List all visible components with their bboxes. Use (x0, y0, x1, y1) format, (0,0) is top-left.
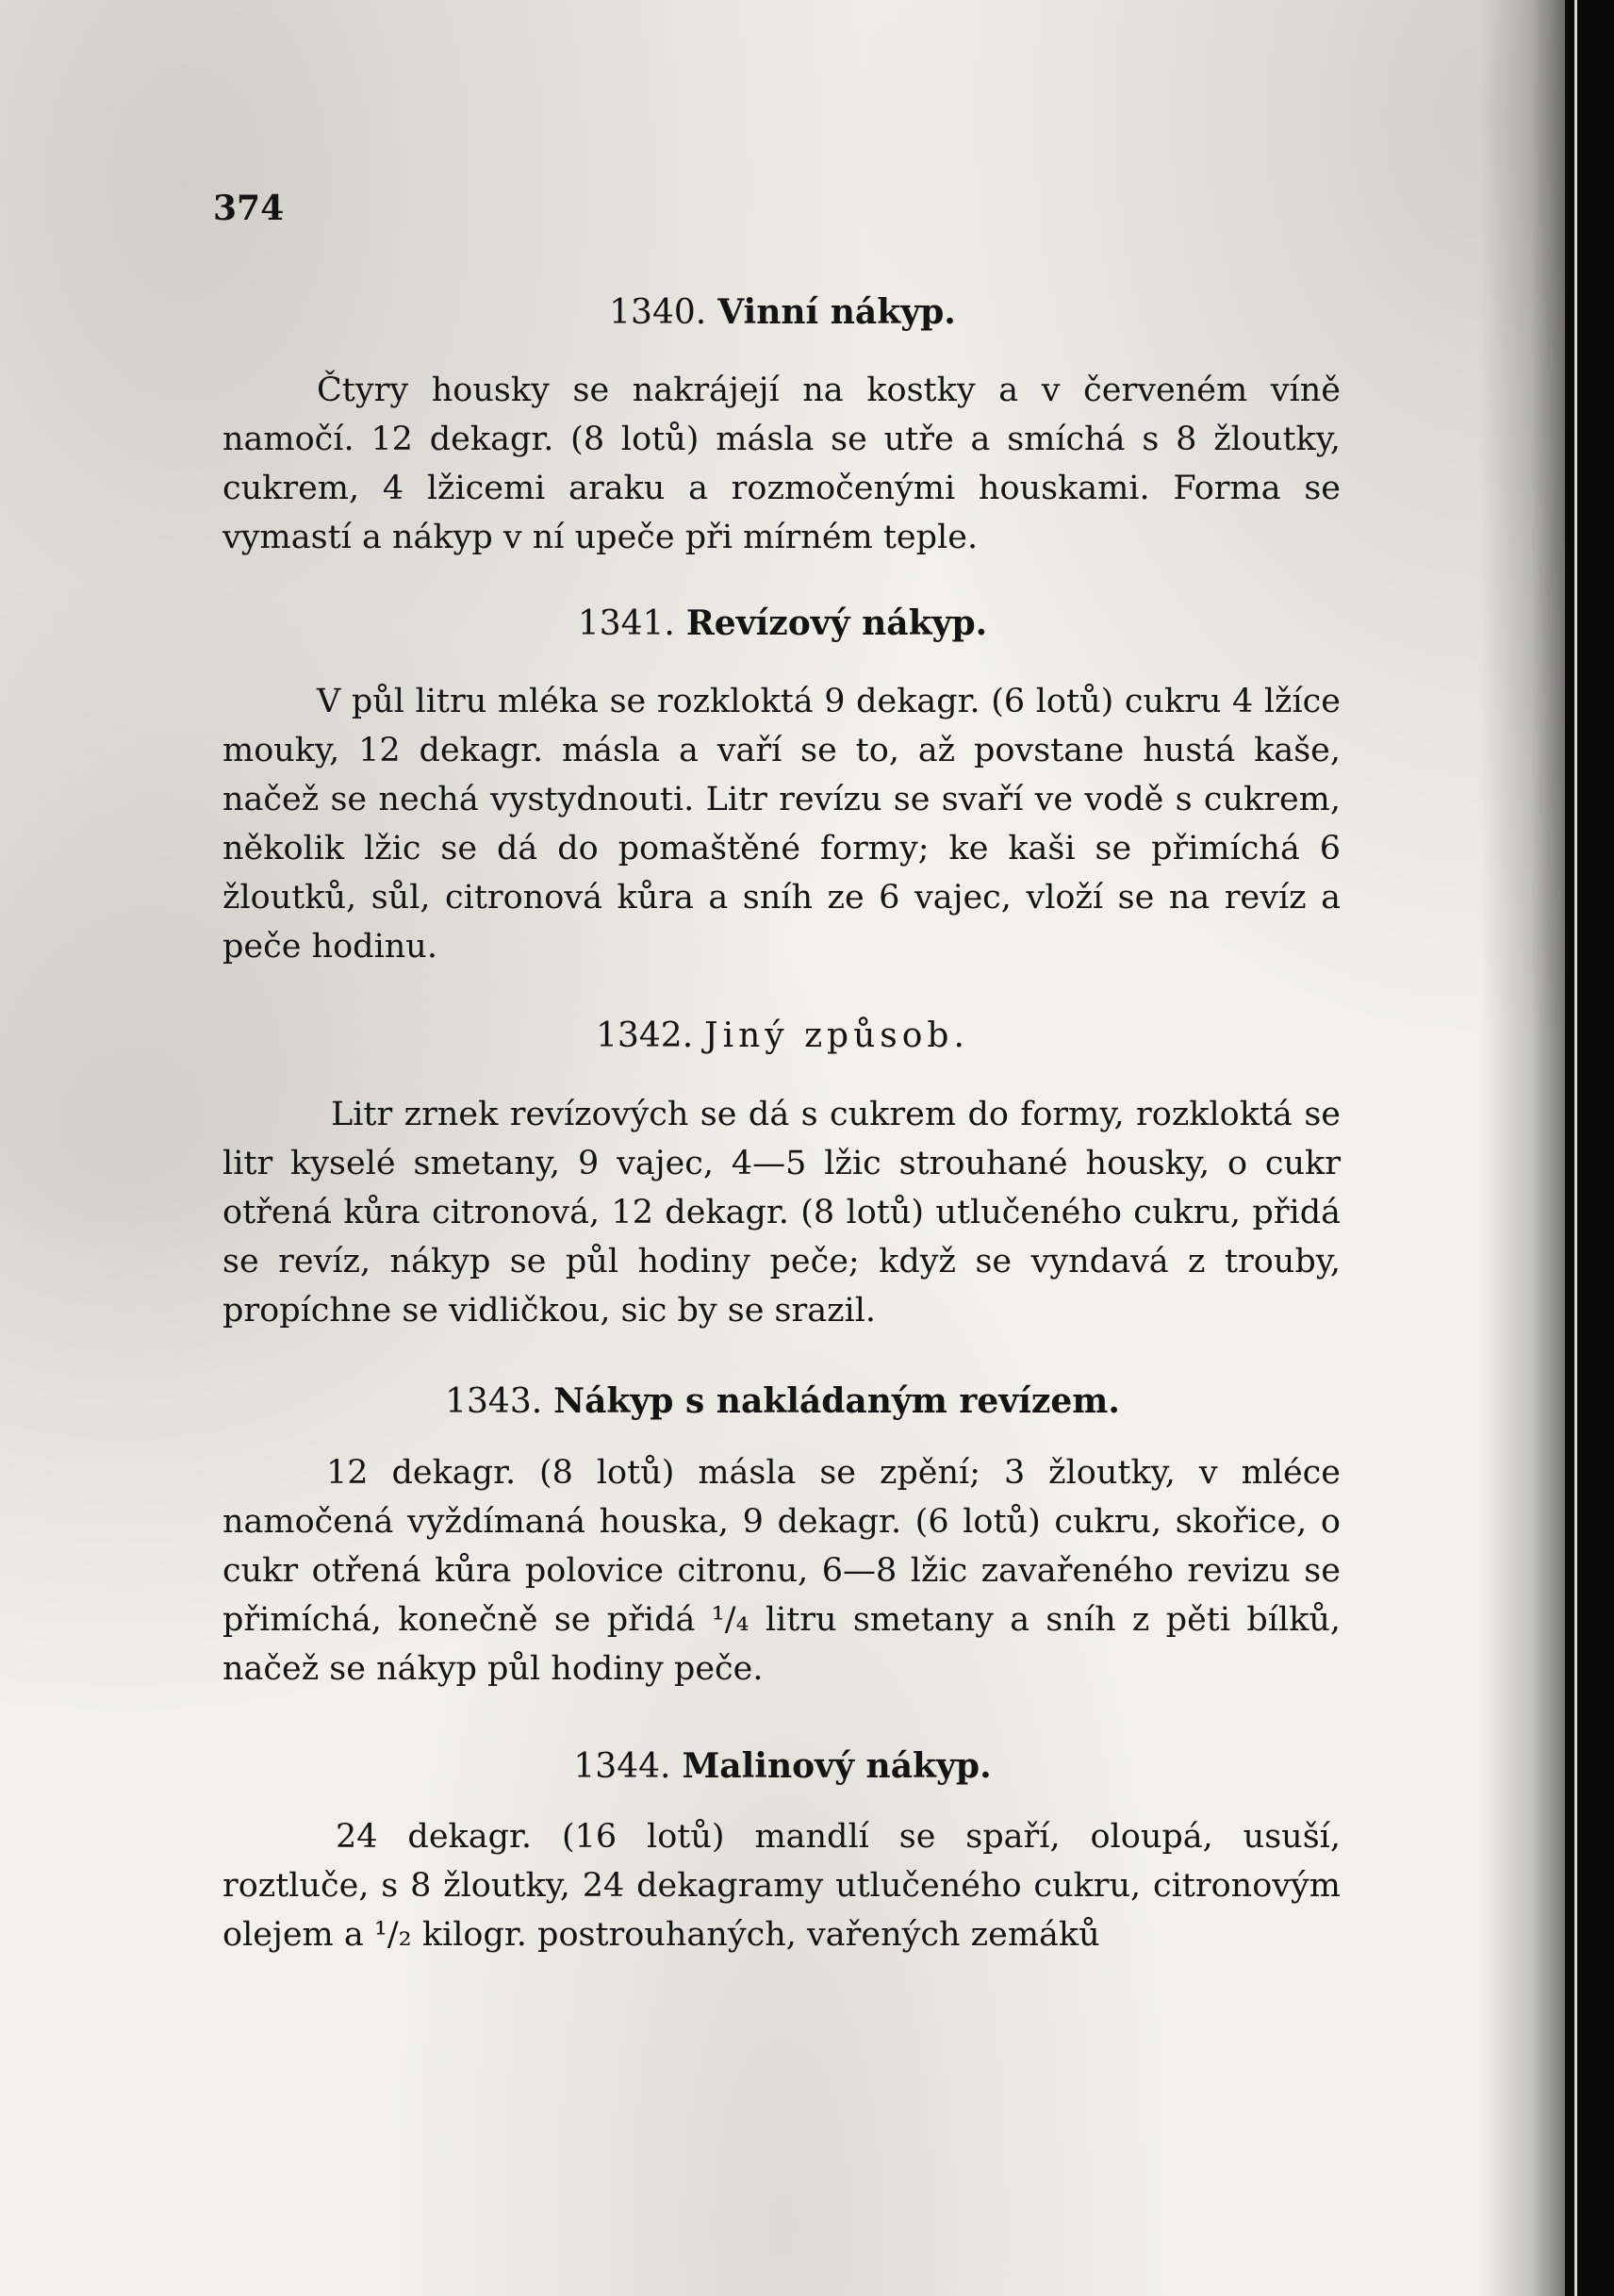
recipe-number: 1341. (577, 604, 675, 643)
recipe-number: 1344. (573, 1747, 671, 1786)
recipe-title: Nákyp s nakládaným revízem. (553, 1381, 1120, 1421)
recipe-heading (226, 603, 1339, 643)
recipe-heading (226, 1746, 1339, 1786)
recipe-text: 24 dekagr. (16 lotů) mandlí se spaří, oloupá, usuší, roztluče, s 8 žloutky, 24 dekagramy utlučeného cukru, citronovým olejem a ¹/₂ kilogr. postrouhaných, vařených zemáků (222, 1818, 1341, 1954)
scan-border (1565, 0, 1614, 2296)
recipe-text: Čtyry housky se nakrájejí na kostky a v červeném víně namočí. 12 dekagr. (8 lotů) másla se utře a smíchá s 8 žloutky, cukrem, 4 lžicemi araku a rozmočenými houskami. Forma se vymastí a nákyp v ní upeče při mírném teple. (222, 372, 1341, 556)
recipe-title: Revízový nákyp. (685, 603, 988, 643)
scan-border-line (1574, 0, 1577, 2296)
page-edge-shadow (1480, 0, 1565, 2296)
recipe-number: 1340. (609, 293, 707, 332)
recipe-title: Malinový nákyp. (682, 1746, 992, 1786)
recipe-number: 1343. (445, 1382, 543, 1421)
recipe-heading (226, 1016, 1339, 1055)
recipe-heading (226, 1381, 1339, 1421)
recipe-text: V půl litru mléka se rozkloktá 9 dekagr. (6 lotů) cukru 4 lžíce mouky, 12 dekagr. másla a vaří se to, až povstane hustá kaše, načež se nechá vystydnouti. Litr revízu se svaří ve vodě s cukrem, několik lžic se dá do pomaštěné formy; ke kaši se přimíchá 6 žloutků, sůl, citronová kůra a sníh ze 6 vajec, vloží se na revíz a peče hodinu. (222, 683, 1341, 966)
page-number: 374 (213, 189, 285, 228)
recipe-title: Jiný způsob. (704, 1016, 969, 1055)
recipe-text: Litr zrnek revízových se dá s cukrem do formy, rozkloktá se litr kyselé smetany, 9 vajec, 4—5 lžic strouhané housky, o cukr otřená kůra citronová, 12 dekagr. (8 lotů) utlučeného cukru, přidá se revíz, nákyp se půl hodiny peče; když se vyndavá z trouby, propíchne se vidličkou, sic by se srazil. (222, 1096, 1341, 1330)
recipe-title: Vinní nákyp. (717, 292, 956, 332)
recipe-number: 1342. (596, 1016, 694, 1055)
recipe-heading (226, 292, 1339, 332)
recipe-text: 12 dekagr. (8 lotů) másla se zpění; 3 žloutky, v mléce namočená vyždímaná houska, 9 dekagr. (6 lotů) cukru, skořice, o cukr otřená kůra polovice citronu, 6—8 lžic zavařeného revizu se přimíchá, konečně se přidá ¹/₄ litru smetany a sníh z pěti bílků, načež se nákyp půl hodiny peče. (222, 1454, 1341, 1688)
